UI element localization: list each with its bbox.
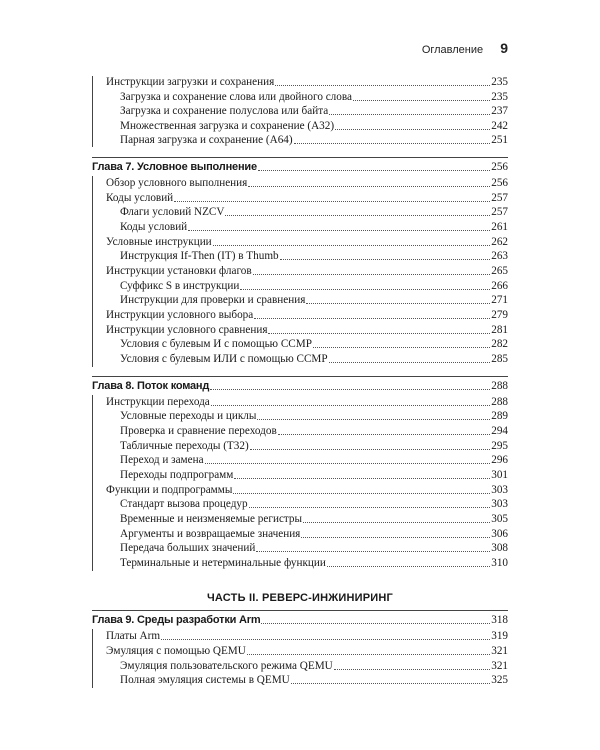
toc-entry[interactable]: Функции и подпрограммы 303	[106, 484, 508, 496]
toc-entry[interactable]: Обзор условного выполнения 256	[106, 177, 508, 189]
toc-entry[interactable]: Инструкции для проверки и сравнения 271	[120, 294, 508, 306]
toc-entry[interactable]: Инструкции условного сравнения 281	[106, 324, 508, 336]
toc-entry[interactable]: Табличные переходы (T32) 295	[120, 440, 508, 452]
toc-entry[interactable]: Множественная загрузка и сохранение (A32) 242	[120, 120, 508, 132]
toc-entry[interactable]: Загрузка и сохранение полуслова или байта 237	[120, 105, 508, 117]
toc-entry[interactable]: Аргументы и возвращаемые значения 306	[120, 528, 508, 540]
running-header	[0, 40, 508, 56]
toc-entry[interactable]: Загрузка и сохранение слова или двойного слова 235	[120, 91, 508, 103]
toc-entry[interactable]: Инструкции установки флагов 265	[106, 265, 508, 277]
toc-entry[interactable]: Инструкция If-Then (IT) в Thumb 263	[120, 250, 508, 262]
toc-entry[interactable]: Инструкции перехода 288	[106, 396, 508, 408]
chapter-rule	[92, 376, 508, 377]
chapter-9-heading[interactable]: Глава 9. Среды разработки Arm 318	[92, 614, 508, 626]
toc-entry[interactable]: Стандарт вызова процедур 303	[120, 498, 508, 510]
chapter-7-heading[interactable]: Глава 7. Условное выполнение 256	[92, 161, 508, 173]
toc-entry[interactable]: Временные и неизменяемые регистры 305	[120, 513, 508, 525]
toc-entry[interactable]: Условия с булевым И с помощью CCMP 282	[120, 338, 508, 350]
header-page-number: 9	[500, 40, 508, 56]
toc-entry[interactable]: Платы Arm 319	[106, 630, 508, 642]
chapter-rule	[92, 157, 508, 158]
header-title: Оглавление	[421, 44, 484, 56]
toc-entry[interactable]: Эмуляция с помощью QEMU 321	[106, 645, 508, 657]
toc-entry[interactable]: Эмуляция пользовательского режима QEMU 321	[120, 660, 508, 672]
toc-entry[interactable]: Парная загрузка и сохранение (A64) 251	[120, 134, 508, 146]
toc-entry[interactable]: Терминальные и нетерминальные функции 310	[120, 557, 508, 569]
chapter-8-heading[interactable]: Глава 8. Поток команд 288	[92, 380, 508, 392]
toc-entry[interactable]: Коды условий 257	[106, 192, 508, 204]
toc-entry[interactable]: Инструкции условного выбора 279	[106, 309, 508, 321]
toc-entry[interactable]: Суффикс S в инструкции 266	[120, 280, 508, 292]
toc-entry[interactable]: Коды условий 261	[120, 221, 508, 233]
toc-entry[interactable]: Условия с булевым ИЛИ с помощью CCMP 285	[120, 353, 508, 365]
toc-entry[interactable]: Проверка и сравнение переходов 294	[120, 425, 508, 437]
toc-entry[interactable]: Переходы подпрограмм 301	[120, 469, 508, 481]
toc-entry[interactable]: Передача больших значений 308	[120, 542, 508, 554]
toc-entry[interactable]: Флаги условий NZCV 257	[120, 206, 508, 218]
part-2-heading: ЧАСТЬ II. РЕВЕРС-ИНЖИНИРИНГ	[207, 592, 393, 604]
toc-entry[interactable]: Условные переходы и циклы 289	[120, 410, 508, 422]
toc-entry[interactable]: Условные инструкции 262	[106, 236, 508, 248]
toc-entry[interactable]: Полная эмуляция системы в QEMU 325	[120, 674, 508, 686]
toc-entry[interactable]: Переход и замена 296	[120, 454, 508, 466]
chapter-rule	[92, 610, 508, 611]
toc-entry[interactable]: Инструкции загрузки и сохранения 235	[106, 76, 508, 88]
